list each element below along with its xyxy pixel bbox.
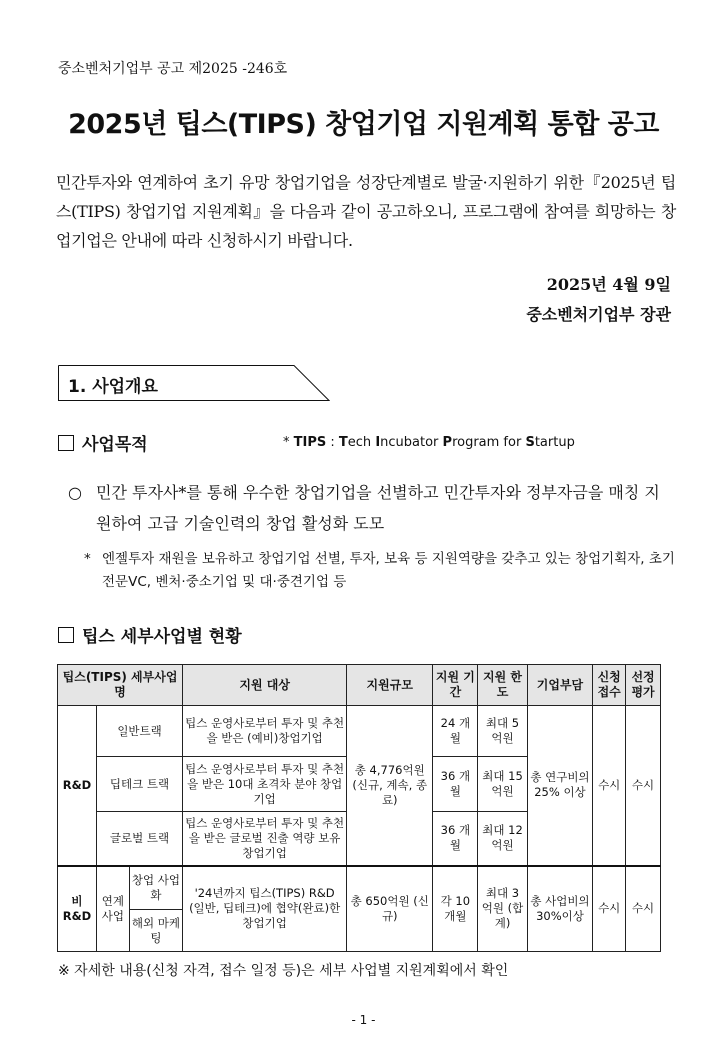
tips-note-prefix: * xyxy=(283,435,294,450)
non-rnd-limit: 최대 3억원 (합계) xyxy=(478,866,527,952)
tips-note-word: ncubator xyxy=(380,435,443,450)
non-rnd-scale: 총 650억원 (신규) xyxy=(347,866,433,952)
rnd-eval: 수시 xyxy=(626,706,661,866)
circle-bullet-icon: ○ xyxy=(68,483,82,502)
section-heading-box xyxy=(58,365,330,401)
header-limit: 지원 한도 xyxy=(478,665,527,706)
linked-program-cell: 연계 사업 xyxy=(96,866,129,952)
notice-number: 중소벤처기업부 공고 제2025 -246호 xyxy=(58,61,288,77)
rnd-apply: 수시 xyxy=(593,706,626,866)
header-program: 팁스(TIPS) 세부사업명 xyxy=(58,665,183,706)
header-target: 지원 대상 xyxy=(183,665,347,706)
track-name: 글로벌 트랙 xyxy=(96,812,182,866)
track-target: 팁스 운영사로부터 투자 및 추천을 받은 (예비)창업기업 xyxy=(183,706,347,757)
program-table xyxy=(57,664,661,952)
purpose-bullet-text: 민간 투자사*를 통해 우수한 창업기업을 선별하고 민간투자와 정부자금을 매칭 지원하여 고급 기술인력의 창업 활성화 도모 xyxy=(96,483,660,533)
non-rnd-group-cell: 비 R&D xyxy=(58,866,97,952)
track-period: 36 개월 xyxy=(433,757,478,812)
page-number: - 1 - xyxy=(351,1013,376,1027)
tips-note-letter: P xyxy=(442,435,453,450)
non-rnd-apply: 수시 xyxy=(593,866,626,952)
tips-note-word: ech xyxy=(347,435,376,450)
tips-note-term: TIPS xyxy=(293,435,327,450)
tips-note-word: tartup xyxy=(534,435,575,450)
purpose-bullet xyxy=(68,477,674,539)
tips-acronym-note xyxy=(283,435,575,450)
header-period: 지원 기간 xyxy=(433,665,478,706)
non-rnd-period: 각 10 개월 xyxy=(433,866,478,952)
track-name: 딥테크 트랙 xyxy=(96,757,182,812)
footer-note: ※ 자세한 내용(신청 자격, 접수 일정 등)은 세부 사업별 지원계획에서 확인 xyxy=(58,963,509,979)
issuer: 중소벤처기업부 장관 xyxy=(526,305,671,324)
linked-item: 해외 마케팅 xyxy=(129,910,182,952)
square-bullet-icon xyxy=(58,435,74,451)
status-heading-text: 팁스 세부사업별 현황 xyxy=(82,627,242,647)
investor-footnote xyxy=(84,548,679,594)
linked-item: 창업 사업화 xyxy=(129,866,182,910)
track-target: 팁스 운영사로부터 투자 및 추천을 받은 글로벌 진출 역량 보유 창업기업 xyxy=(183,812,347,866)
non-rnd-burden: 총 사업비의 30%이상 xyxy=(527,866,593,952)
non-rnd-eval: 수시 xyxy=(626,866,661,952)
header-apply: 신청 접수 xyxy=(593,665,626,706)
intro-paragraph: 민간투자와 연계하여 초기 유망 창업기업을 성장단계별로 발굴·지원하기 위한『2025년 팁스(TIPS) 창업기업 지원계획』을 다음과 같이 공고하오니, 프로그램에 참여를 희망하는 창업기업은 안내에 따라 신청하시기 바랍니다. xyxy=(56,173,676,250)
track-limit: 최대 12억원 xyxy=(478,812,527,866)
square-bullet-icon xyxy=(58,627,74,643)
tips-note-sep: : xyxy=(326,435,339,450)
non-rnd-target: '24년까지 팁스(TIPS) R&D (일반, 딥테크)에 협약(완료)한 창업기업 xyxy=(183,866,347,952)
rnd-burden: 총 연구비의 25% 이상 xyxy=(527,706,593,866)
rnd-group-cell: R&D xyxy=(58,706,97,866)
tips-note-letter: I xyxy=(375,435,381,450)
announcement-date: 2025년 4월 9일 xyxy=(546,275,671,294)
header-scale: 지원규모 xyxy=(347,665,433,706)
header-eval: 선정 평가 xyxy=(626,665,661,706)
track-limit: 최대 5억원 xyxy=(478,706,527,757)
rnd-scale: 총 4,776억원 (신규, 계속, 종료) xyxy=(347,706,433,866)
asterisk-mark: * xyxy=(84,551,91,567)
track-target: 팁스 운영사로부터 투자 및 추천을 받은 10대 초격차 분야 창업기업 xyxy=(183,757,347,812)
table-row xyxy=(58,706,661,757)
tips-note-word: rogram for xyxy=(452,435,526,450)
purpose-heading xyxy=(58,430,148,455)
track-name: 일반트랙 xyxy=(96,706,182,757)
track-limit: 최대 15억원 xyxy=(478,757,527,812)
track-period: 36 개월 xyxy=(433,812,478,866)
tips-note-letter: T xyxy=(338,435,348,450)
status-heading xyxy=(58,622,242,647)
purpose-heading-text: 사업목적 xyxy=(82,435,148,455)
investor-footnote-text: 엔젤투자 재원을 보유하고 창업기업 선별, 투자, 보육 등 지원역량을 갖추고 있는 창업기획자, 초기전문VC, 벤처·중소기업 및 대·중견기업 등 xyxy=(102,551,675,590)
track-period: 24 개월 xyxy=(433,706,478,757)
header-burden: 기업부담 xyxy=(527,665,593,706)
section-heading: 1. 사업개요 xyxy=(68,377,158,397)
page-title: 2025년 팁스(TIPS) 창업기업 지원계획 통합 공고 xyxy=(68,109,659,140)
tips-note-letter: S xyxy=(525,435,535,450)
table-row xyxy=(58,866,661,910)
table-header-row xyxy=(58,665,661,706)
